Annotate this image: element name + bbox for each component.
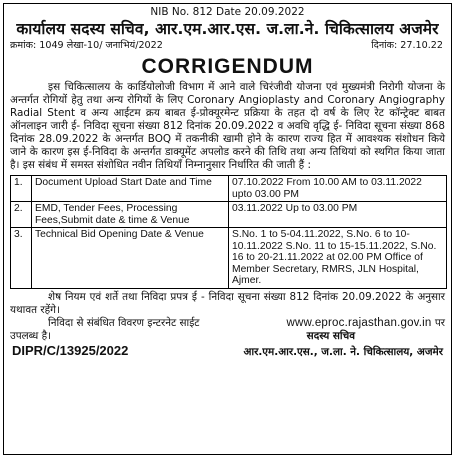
schedule-table xyxy=(10,175,447,289)
table-row xyxy=(11,176,447,202)
reference-row xyxy=(4,38,451,52)
dipr-number: DIPR/C/13925/2022 xyxy=(12,342,129,358)
reference-number: क्रमांक: 1049 लेखा-10/ जनाभियं/2022 xyxy=(10,40,163,51)
website-row xyxy=(4,317,451,330)
table-row xyxy=(11,202,447,228)
row-event: Technical Bid Opening Date & Venue xyxy=(32,228,229,289)
row-date: 03.11.2022 Up to 03.00 PM xyxy=(229,202,447,228)
website-text: निविदा से संबंधित विवरण इन्टरनेट साईट xyxy=(48,316,200,329)
availability-text: उपलब्ध है। xyxy=(10,329,52,342)
corrigendum-notice xyxy=(3,3,452,455)
footer-row xyxy=(4,343,451,359)
terms-paragraph: शेष नियम एवं शर्ते तथा निविदा प्रपत्र ई - निविदा सूचना संख्या 812 दिनांक 20.09.2022 के अनुसार यथावत रहेंगे। xyxy=(10,290,445,316)
body-paragraph: इस चिकित्सालय के कार्डियोलोजी विभाग में आने वाले चिरंजीवी योजना एवं मुख्यमंत्री निरोगी योजना के अन्तर्गत रोगियों हेतु तथा अन्य रोगियों के लिए Coronary Angioplasty and Coronary Angiography Radial Stent व अन्य आईटम क्रय बाबत ई-प्रोक्यूरमेन्ट प्रक्रिया के तहत दो वर्ष के लिए रेट कॉन्ट्रेक्ट बाबत ऑनलाइन जारी ई- निविदा सूचना संख्या 812 दिनांक 20.09.2022 व अवधि वृद्धि ई- निविदा सूचना संख्या 868 दिनांक 28.09.2022 के अन्तर्गत BOQ में तकनीकी खामी होने के कारण राज्य हित में आवश्यक संशोधन किये जाने के कारण इस ई-निविदा के अन्तर्गत डाक्यूमेंट अपलोड करने की तिथि तथा अन्य तिथियां को स्थगित किया जाता है। इस संबंध में समस्त संशोधित नवीन तिथियाँ निम्नानुसार निर्धारित की जाती हैं : xyxy=(10,81,445,171)
reference-date: दिनांक: 27.10.22 xyxy=(371,40,443,51)
website-suffix: पर xyxy=(434,316,445,329)
office-name: कार्यालय सदस्य सचिव, आर.एम.आर.एस. ज.ला.ने. चिकित्सालय अजमेर xyxy=(16,20,439,38)
row-date: S.No. 1 to 5-04.11.2022, S.No. 6 to 10-10.11.2022 S.No. 11 to 15-15.11.2022, S.No. 16 to 20-21.11.2022 at 02.00 PM Office of Member Secretary, RMRS, JLN Hospital, Ajmer. xyxy=(229,228,447,289)
signature-designation: सदस्य सचिव xyxy=(306,329,355,342)
row-serial: 3. xyxy=(11,228,32,289)
row-serial: 2. xyxy=(11,202,32,228)
terms-paragraph-block xyxy=(4,291,451,317)
signature-office: आर.एम.आर.एस., ज.ला. ने. चिकित्सालय, अजमेर xyxy=(243,345,443,358)
row-event: EMD, Tender Fees, Processing Fees,Submit date & time & Venue xyxy=(32,202,229,228)
nib-number: NIB No. 812 Date 20.09.2022 xyxy=(150,6,305,18)
website-link[interactable]: www.eproc.rajasthan.gov.in xyxy=(286,316,432,329)
body-paragraph-block xyxy=(4,81,451,172)
row-date: 07.10.2022 From 10.00 AM to 03.11.2022 upto 03.00 PM xyxy=(229,176,447,202)
notice-title: CORRIGENDUM xyxy=(141,55,314,78)
row-event: Document Upload Start Date and Time xyxy=(32,176,229,202)
table-row xyxy=(11,228,447,289)
availability-row xyxy=(4,330,451,343)
row-serial: 1. xyxy=(11,176,32,202)
